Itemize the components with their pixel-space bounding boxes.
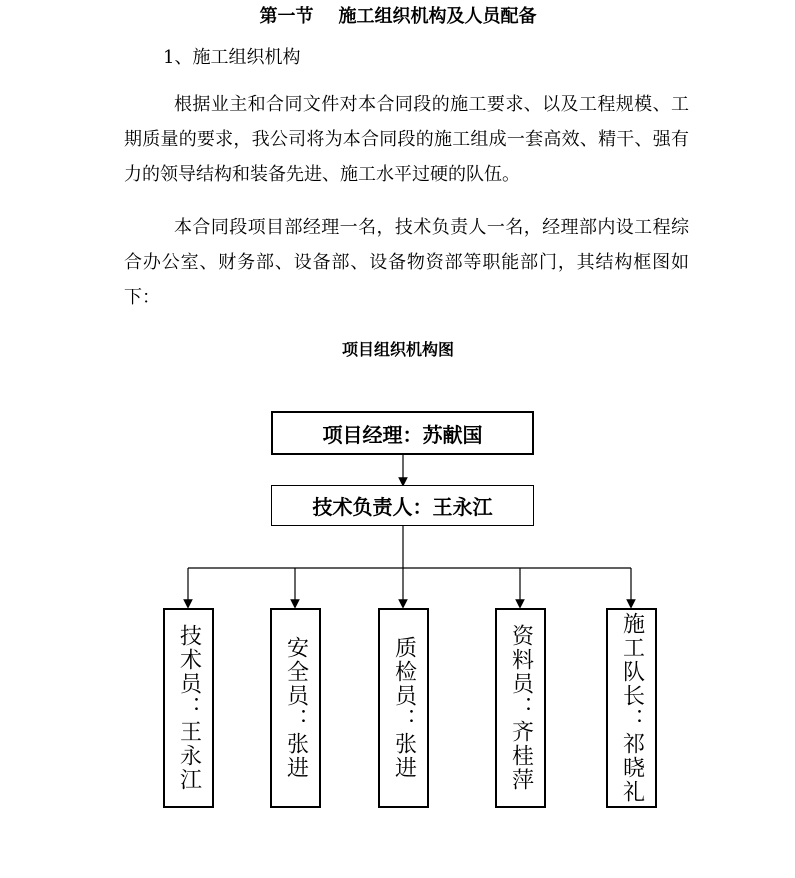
paragraph-2: 本合同段项目部经理一名，技术负责人一名，经理部内设工程综合办公室、财务部、设备部、设备物资部等职能部门，其结构框图如下： xyxy=(124,217,689,308)
staff-label-technician: 技术员：王永江 xyxy=(176,624,202,792)
staff-box-technician xyxy=(163,608,214,808)
staff-box-records xyxy=(495,608,546,808)
staff-label-records: 资料员：齐桂萍 xyxy=(508,624,534,792)
paragraph-1: 根据业主和合同文件对本合同段的施工要求、以及工程规模、工期质量的要求，我公司将为本合同段的施工组成一套高效、精干、强有力的领导结构和装备先进、施工水平过硬的队伍。 xyxy=(124,94,689,185)
staff-label-quality: 质检员：张进 xyxy=(391,636,417,780)
org-chart-title: 项目组织机构图 xyxy=(341,340,454,359)
staff-box-safety xyxy=(270,608,321,808)
tech-lead-label: 技术负责人：王永江 xyxy=(312,495,493,519)
section-title: 第一节 施工组织机构及人员配备 xyxy=(259,6,537,27)
tech-lead-box xyxy=(271,485,534,526)
staff-box-quality xyxy=(378,608,429,808)
project-manager-label: 项目经理：苏献国 xyxy=(322,422,483,447)
project-manager-box xyxy=(271,411,534,455)
staff-label-safety: 安全员：张进 xyxy=(283,636,309,780)
staff-box-crew-leader xyxy=(606,608,657,808)
subsection-title: 1、施工组织机构 xyxy=(163,47,301,68)
staff-label-crew-leader: 施工队长：祁晓礼 xyxy=(619,612,645,804)
